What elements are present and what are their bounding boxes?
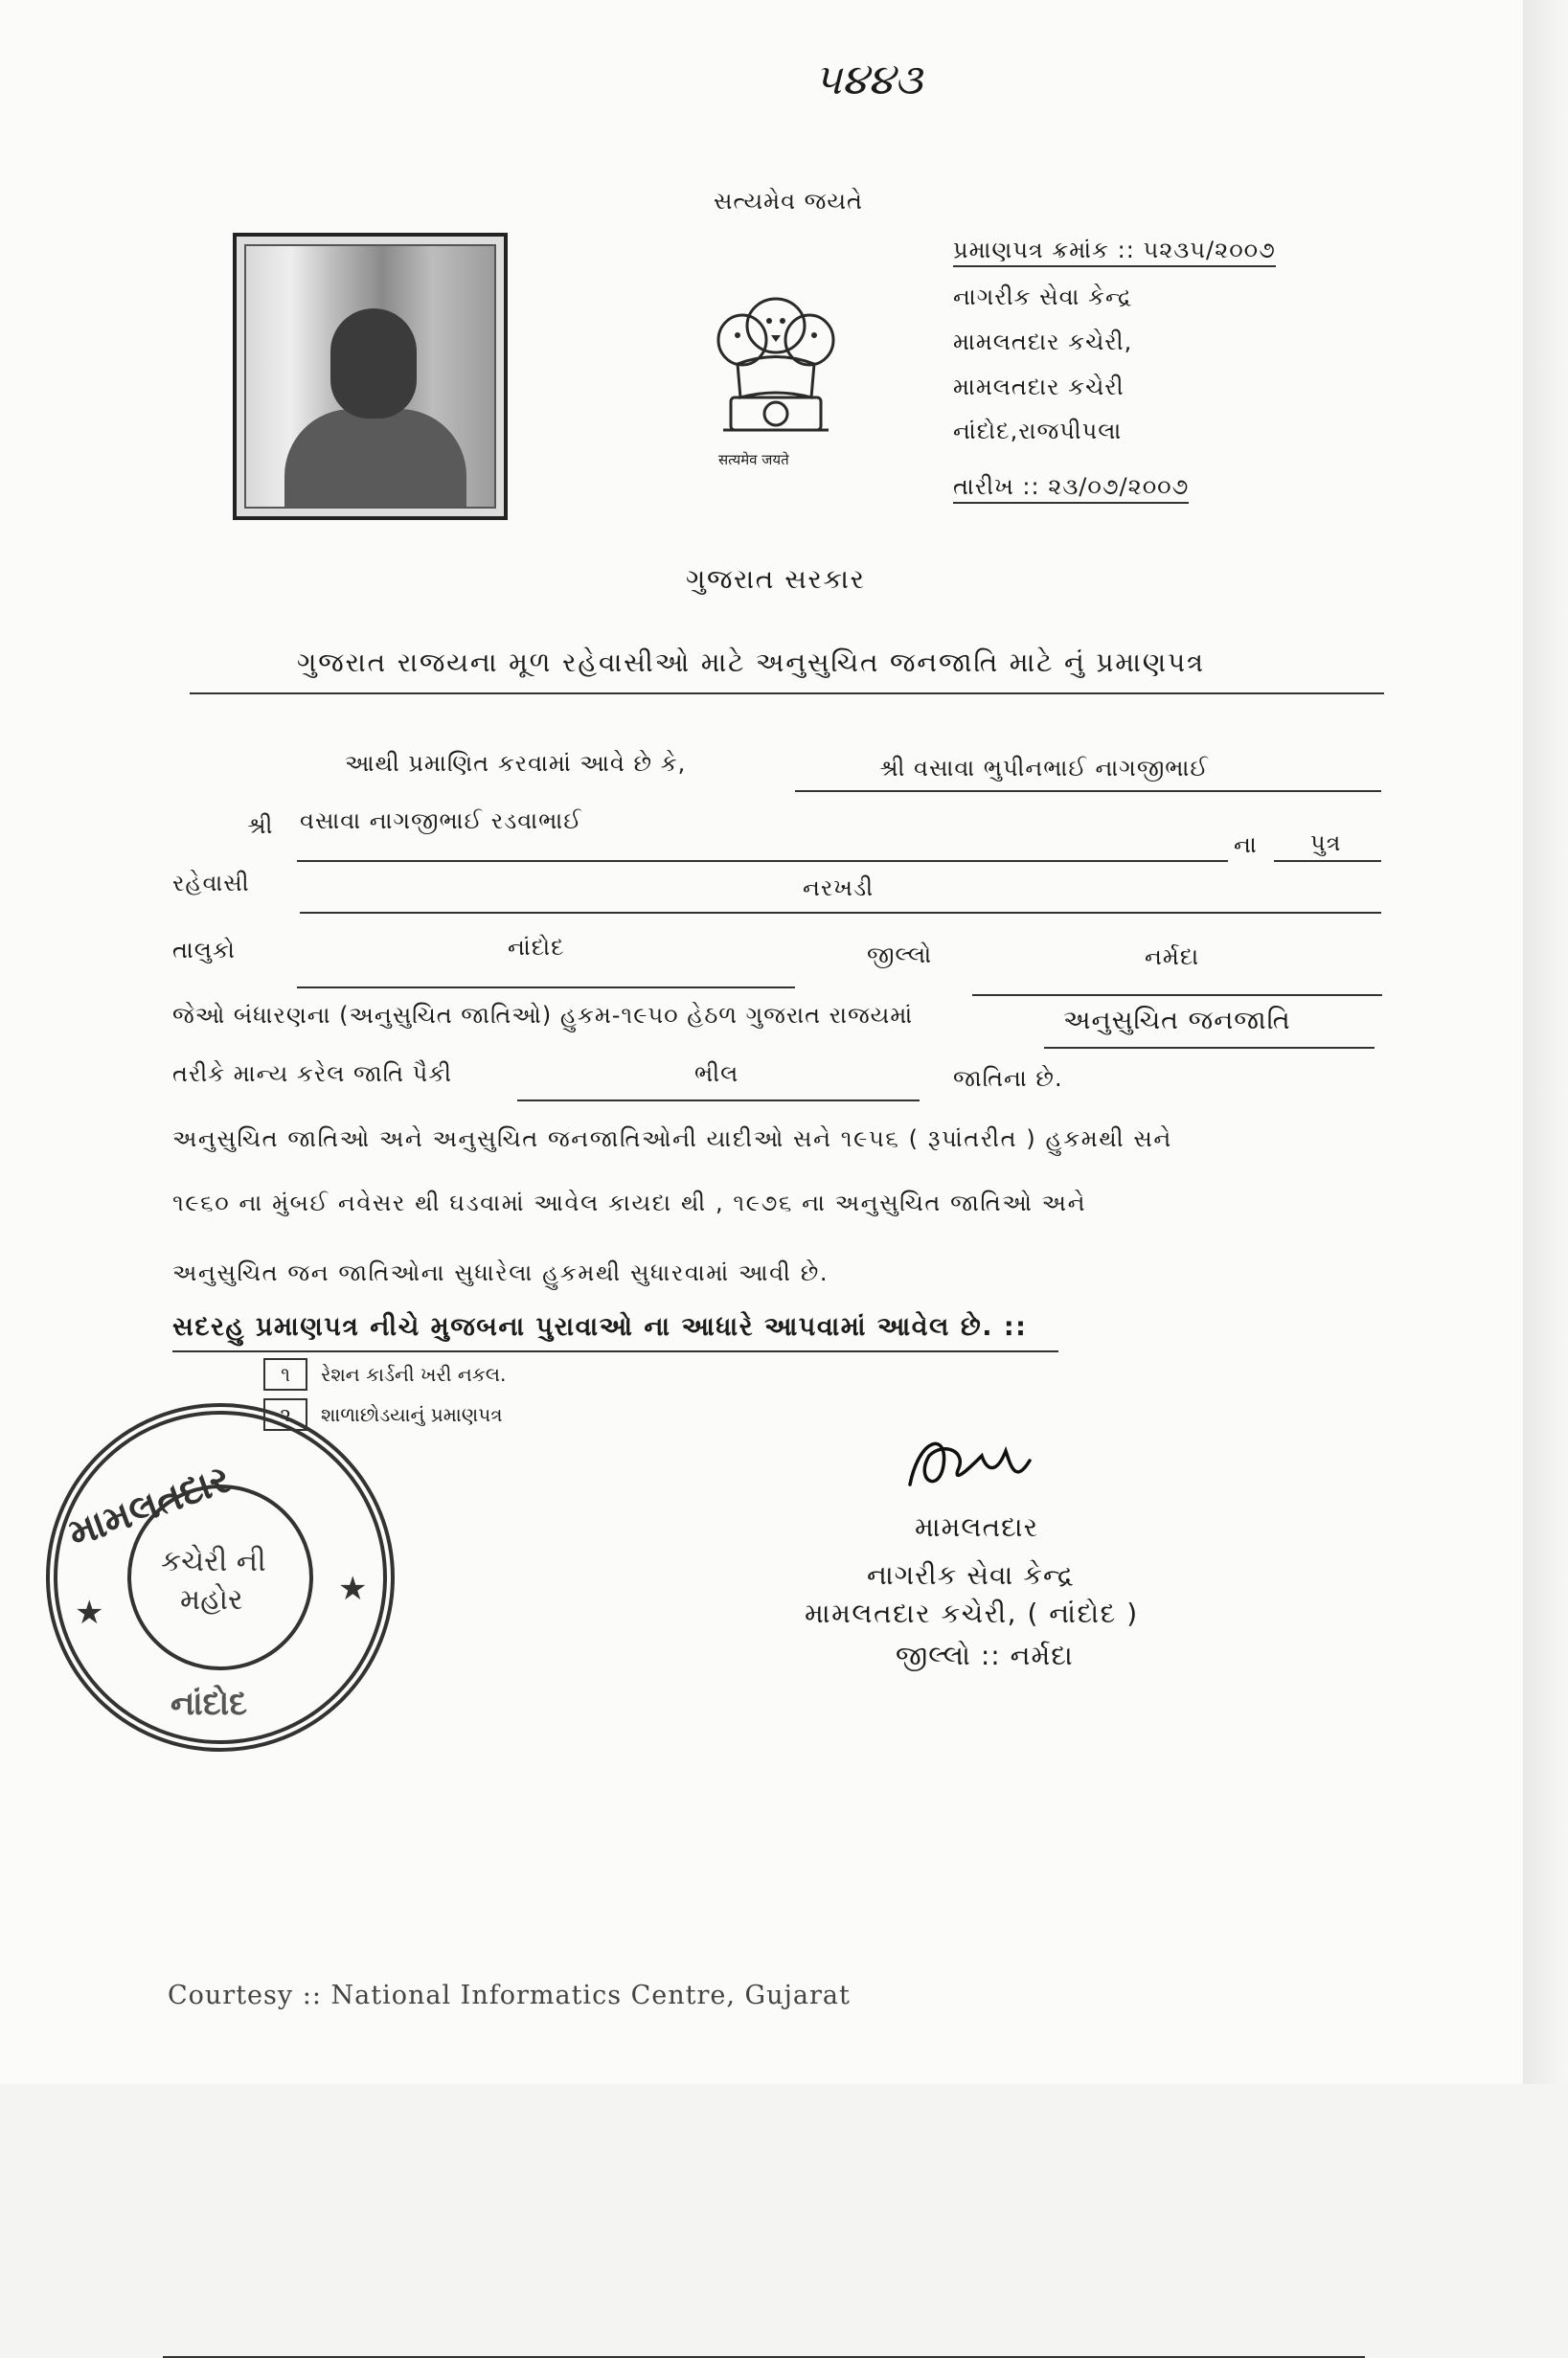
office-line-1: નાગરીક સેવા કેન્દ્ર — [953, 283, 1133, 310]
signatory-office-2: મામલતદાર કચેરી, ( નાંદોદ ) — [805, 1598, 1139, 1629]
svg-text:★: ★ — [75, 1594, 104, 1632]
name-rule — [795, 790, 1381, 792]
district-label: જીલ્લો — [867, 941, 933, 968]
evidence-item-2: ૨ શાળાછોડયાનું પ્રમાણપત્ર — [263, 1398, 503, 1431]
svg-text:નાંદોદ: નાંદોદ — [170, 1685, 248, 1723]
national-emblem-icon — [704, 283, 848, 474]
svg-text:મહોર: મહોર — [180, 1583, 243, 1617]
emblem-caption: सत्यमेव जयते — [718, 451, 789, 468]
category-rule — [1044, 1047, 1375, 1049]
resident-village: નરખડી — [803, 874, 875, 901]
scan-edge — [1523, 0, 1568, 2084]
resident-label: રહેવાસી — [172, 870, 250, 896]
applicant-name: શ્રી વસાવા ભુપીનભાઈ નાગજીભાઈ — [879, 755, 1209, 782]
svg-text:મામલતદાર: મામલતદાર — [62, 1457, 237, 1556]
cert-number: પ્રમાણપત્ર ક્રમાંક :: ૫૨૩૫/૨૦૦૭ — [953, 237, 1276, 263]
evidence-rule — [172, 1350, 1058, 1352]
svg-text:★: ★ — [338, 1570, 368, 1608]
taluka-label: તાલુકો — [172, 937, 236, 964]
district-rule — [972, 994, 1382, 996]
signatory-district: જીલ્લો :: નર્મદા — [896, 1640, 1074, 1671]
father-rule — [297, 860, 1228, 862]
office-line-4: નાંદોદ,રાજપીપલા — [953, 418, 1123, 444]
legal-paragraph-line-3: અનુસુચિત જન જાતિઓના સુધારેલા હુકમથી સુધારવામાં આવી છે. — [172, 1259, 829, 1286]
heading-rule — [190, 692, 1384, 694]
order-text: જેઓ બંધારણના (અનુસુચિત જાતિઓ) હુકમ-૧૯૫૦ હેઠળ ગુજરાત રાજયમાં — [172, 1002, 914, 1029]
svg-text:કચેરી ની: કચેરી ની — [161, 1545, 266, 1578]
applicant-photo — [233, 233, 508, 520]
signature-icon — [900, 1427, 1044, 1504]
evidence-item-1: ૧ રેશન કાર્ડની ખરી નકલ. — [263, 1358, 506, 1391]
issue-date: તારીખ :: ૨૩/૦૭/૨૦૦૭ — [953, 473, 1189, 500]
office-line-2: મામલતદાર કચેરી, — [953, 329, 1133, 355]
office-line-3: મામલતદાર કચેરી — [953, 374, 1125, 400]
office-seal-icon — [36, 1394, 405, 1762]
taluka-value: નાંદોદ — [508, 934, 565, 961]
footer-credit: Courtesy :: National Informatics Centre, Gujarat — [168, 1981, 851, 2010]
caste-value: ભીલ — [694, 1060, 739, 1087]
caste-rule — [517, 1100, 920, 1101]
evidence-heading: સદરહુ પ્રમાણપત્ર નીચે મુજબના પુરાવાઓ ના આધારે આપવામાં આવેલ છે. :: — [172, 1312, 1028, 1342]
certify-label: આથી પ્રમાણિત કરવામાં આવે છે કે, — [345, 750, 687, 777]
caste-suffix: જાતિના છે. — [953, 1065, 1063, 1092]
government-name: ગુજરાત સરકાર — [686, 563, 866, 595]
signatory-office: નાગરીક સેવા કેન્દ્ર — [867, 1559, 1075, 1591]
motto: સત્યમેવ જયતે — [714, 188, 863, 215]
category-value: અનુસુચિત જનજાતિ — [1063, 1006, 1291, 1035]
legal-paragraph-line-2: ૧૯૬૦ ના મુંબઈ નવેસર થી ઘડવામાં આવેલ કાયદા થી , ૧૯૭૬ ના અનુસુચિત જાતિઓ અને — [172, 1190, 1087, 1216]
resident-rule — [300, 912, 1381, 914]
relation-rule — [1274, 860, 1381, 862]
relation: પુત્ર — [1310, 829, 1342, 856]
recognized-label: તરીકે માન્ય કરેલ જાતિ પૈકી — [172, 1060, 453, 1087]
handwritten-number: ૫૪૪૩ — [814, 56, 922, 104]
signatory-title: મામલતદાર — [915, 1511, 1039, 1543]
certificate-heading: ગુજરાત રાજયના મૂળ રહેવાસીઓ માટે અનુસુચિત જનજાતિ માટે નું પ્રમાણપત્ર — [297, 646, 1205, 678]
na-label: ના — [1234, 831, 1258, 858]
taluka-rule — [297, 986, 795, 988]
district-value: નર્મદા — [1145, 943, 1200, 970]
shri-label: શ્રી — [247, 812, 274, 839]
legal-paragraph-line-1: અનુસુચિત જાતિઓ અને અનુસુચિત જનજાતિઓની યાદીઓ સને ૧૯૫૬ ( રૂપાંતરીત ) હુકમથી સને — [172, 1125, 1172, 1152]
father-name: વસાવા નાગજીભાઈ રડવાભાઈ — [300, 807, 582, 834]
